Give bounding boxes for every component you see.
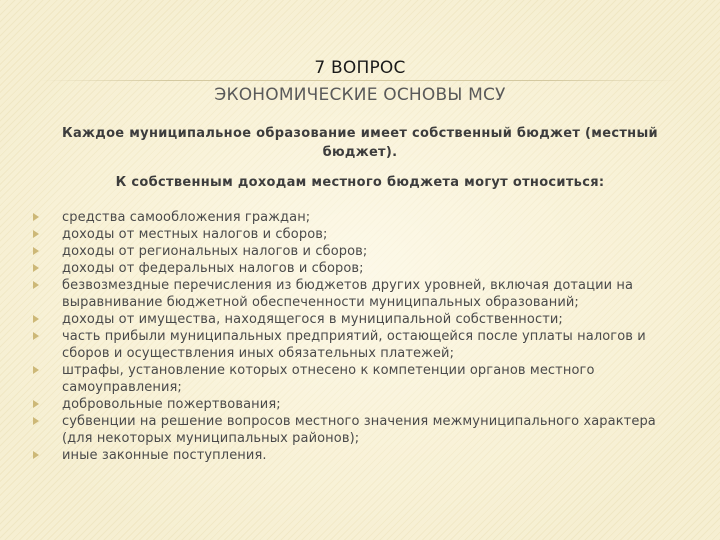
- slide-title: ЭКОНОМИЧЕСКИЕ ОСНОВЫ МСУ: [214, 85, 506, 105]
- list-item: [30, 328, 670, 362]
- bullet-arrow-icon: [33, 451, 39, 459]
- list-item: [30, 260, 670, 277]
- list-item: [30, 413, 670, 447]
- bullet-arrow-icon: [33, 400, 39, 408]
- income-list: [30, 209, 670, 464]
- list-heading: К собственным доходам местного бюджета могут относиться:: [115, 175, 605, 190]
- bullet-arrow-icon: [33, 332, 39, 340]
- slide-title-number: 7 ВОПРОС: [314, 58, 406, 78]
- list-item-text: штрафы, установление которых отнесено к компетенции органов местного самоуправления;: [62, 363, 595, 395]
- bullet-arrow-icon: [33, 417, 39, 425]
- bullet-arrow-icon: [33, 264, 39, 272]
- list-item-text: доходы от местных налогов и сборов;: [62, 227, 328, 242]
- list-item: [30, 362, 670, 396]
- list-item: [30, 277, 670, 311]
- list-item: [30, 209, 670, 226]
- bullet-arrow-icon: [33, 213, 39, 221]
- bullet-arrow-icon: [33, 281, 39, 289]
- list-item: [30, 311, 670, 328]
- intro-text: Каждое муниципальное образование имеет собственный бюджет (местный бюджет).: [62, 126, 658, 160]
- list-item-text: доходы от региональных налогов и сборов;: [62, 244, 368, 259]
- list-item-text: иные законные поступления.: [62, 448, 267, 463]
- list-item: [30, 447, 670, 464]
- list-item-text: средства самообложения граждан;: [62, 210, 311, 225]
- list-item-text: доходы от имущества, находящегося в муниципальной собственности;: [62, 312, 563, 327]
- list-item: [30, 226, 670, 243]
- list-item-text: безвозмездные перечисления из бюджетов других уровней, включая дотации на выравнивание бюджетной обеспеченности муниципальных образований;: [62, 278, 634, 310]
- list-item-text: доходы от федеральных налогов и сборов;: [62, 261, 364, 276]
- bullet-arrow-icon: [33, 230, 39, 238]
- list-item: [30, 243, 670, 260]
- bullet-arrow-icon: [33, 247, 39, 255]
- list-item-text: субвенции на решение вопросов местного значения межмуниципального характера (для некоторых муниципальных районов);: [62, 414, 656, 446]
- list-item-text: добровольные пожертвования;: [62, 397, 281, 412]
- bullet-arrow-icon: [33, 366, 39, 374]
- title-divider: [40, 80, 680, 81]
- list-item-text: часть прибыли муниципальных предприятий, остающейся после уплаты налогов и сборов и осуществления иных обязательных платежей;: [62, 329, 646, 361]
- bullet-arrow-icon: [33, 315, 39, 323]
- list-item: [30, 396, 670, 413]
